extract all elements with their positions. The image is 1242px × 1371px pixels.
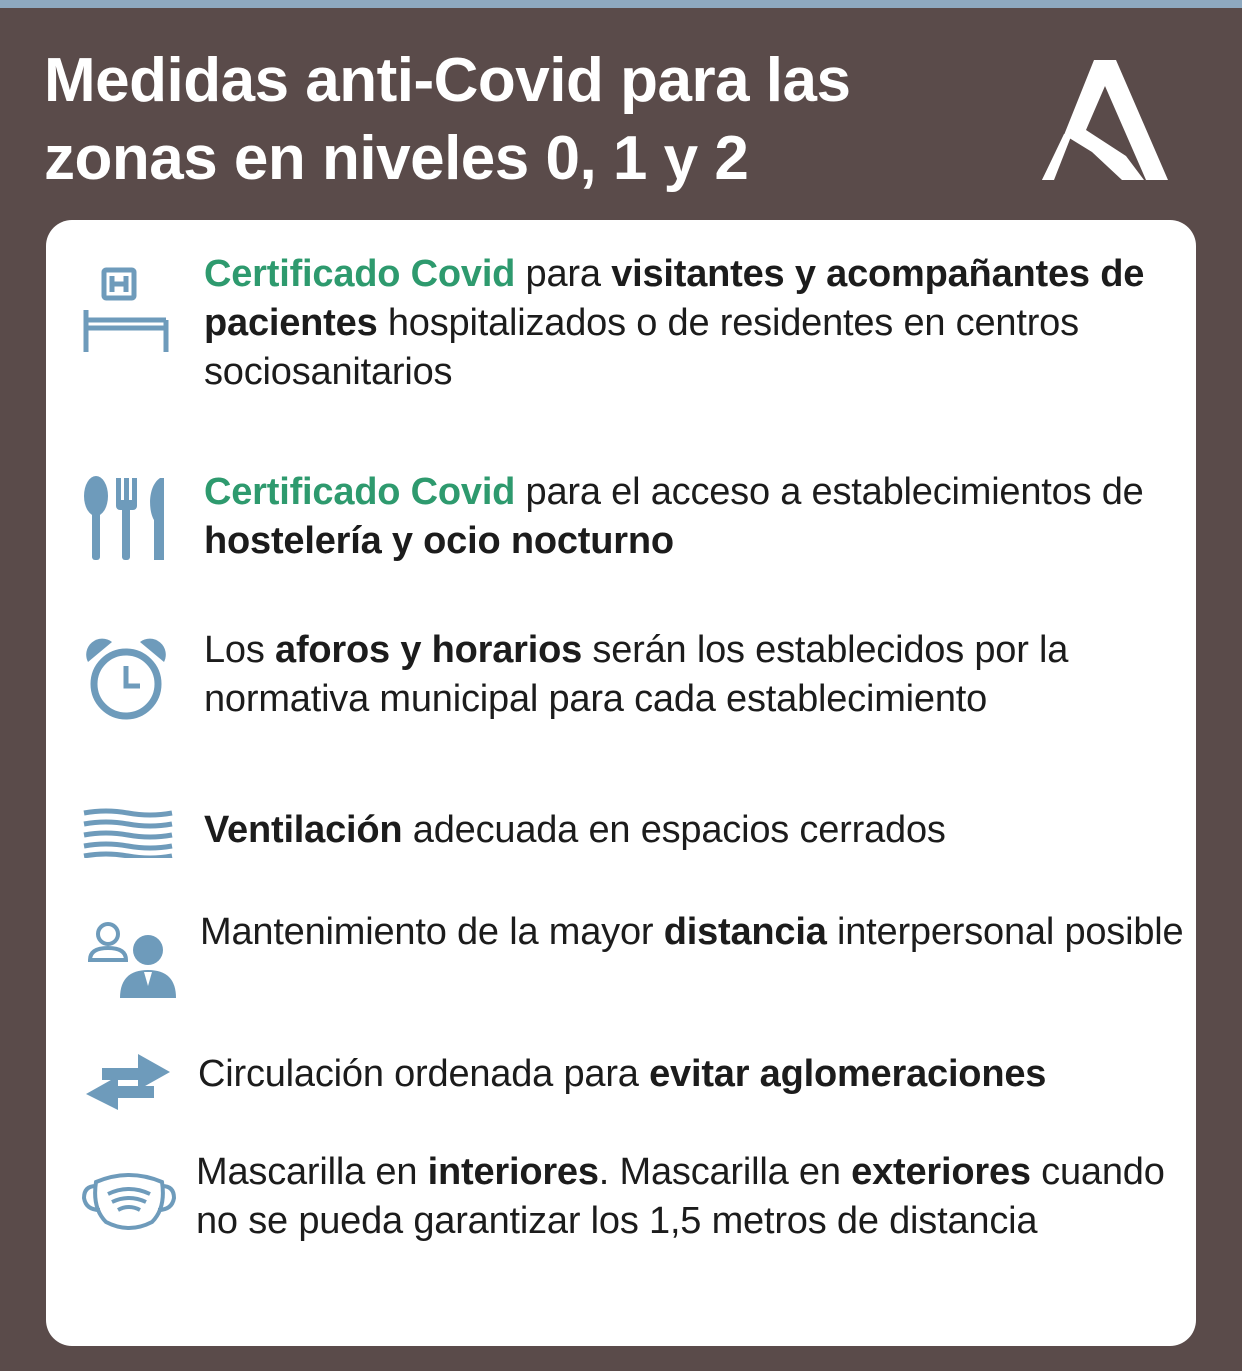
cutlery-icon <box>82 476 172 562</box>
item-text: Certificado Covid para el acceso a establecimientos de hostelería y ocio nocturno <box>204 471 1144 562</box>
item-text: Ventilación adecuada en espacios cerrados <box>204 809 946 851</box>
item-text: Mantenimiento de la mayor distancia interpersonal posible <box>200 911 1184 953</box>
measures-card <box>46 220 1196 1346</box>
title-line-1: Medidas anti-Covid para las <box>44 46 851 115</box>
item-text: Circulación ordenada para evitar aglomeraciones <box>198 1053 1047 1095</box>
top-strip <box>0 0 1242 8</box>
item-text: Mascarilla en interiores. Mascarilla en exteriores cuando no se pueda garantizar los 1,5 metros de distancia <box>196 1151 1165 1242</box>
title-line-2: zonas en niveles 0, 1 y 2 <box>44 124 749 193</box>
ventilation-waves-icon <box>82 808 174 858</box>
hospital-bed-icon <box>82 266 170 354</box>
page-title <box>44 42 1004 198</box>
alarm-clock-icon <box>82 634 170 722</box>
face-mask-icon <box>80 1168 178 1234</box>
item-text: Los aforos y horarios serán los establecidos por la normativa municipal para cada establecimiento <box>204 629 1069 720</box>
junta-logo-icon <box>1036 56 1172 184</box>
people-distance-icon <box>82 918 182 998</box>
item-text: Certificado Covid para visitantes y acompañantes de pacientes hospitalizados o de residentes en centros sociosanitarios <box>204 253 1145 393</box>
arrows-exchange-icon <box>82 1050 174 1110</box>
